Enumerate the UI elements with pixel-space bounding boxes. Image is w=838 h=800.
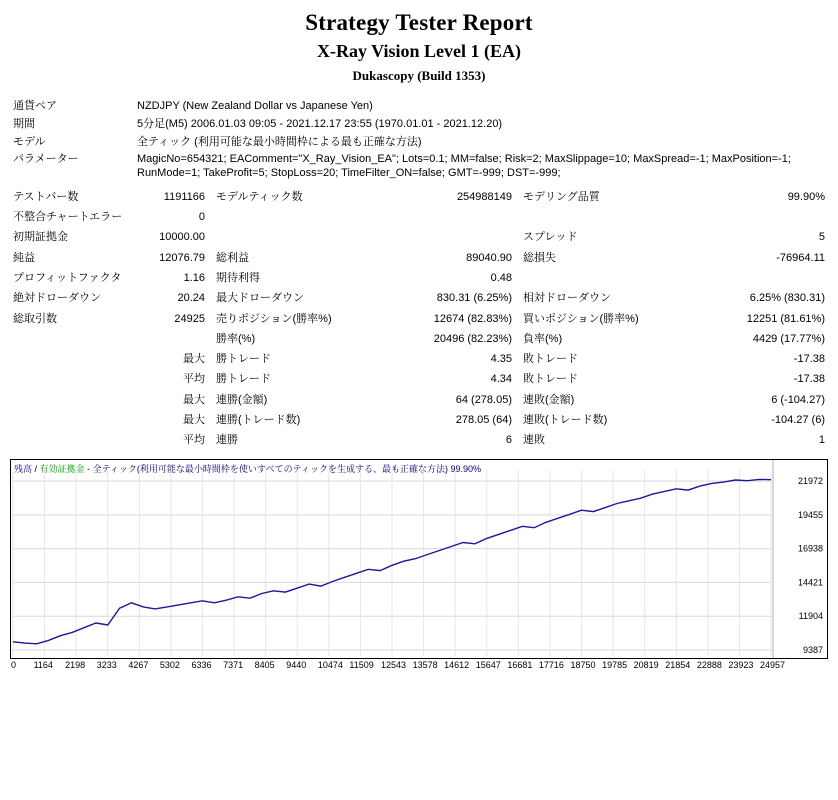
table-row xyxy=(10,430,828,450)
legend-separator-1: / xyxy=(34,463,40,474)
stat-value: 89040.90 xyxy=(466,251,512,264)
stat-label: 不整合チャートエラー xyxy=(13,211,123,224)
table-row xyxy=(10,390,828,410)
stat-value: -17.38 xyxy=(793,353,825,366)
stat-value xyxy=(676,207,828,227)
info-value-model: 全ティック (利用可能な最小時間枠による最も正確な方法) xyxy=(137,135,422,148)
stat-label: 勝トレード xyxy=(216,373,271,386)
chart-canvas xyxy=(11,460,827,658)
stat-label: 連勝(トレード数) xyxy=(216,414,301,427)
x-tick-label: 7371 xyxy=(223,659,244,670)
stat-label: 総損失 xyxy=(523,251,556,264)
legend-quality: 99.90% xyxy=(450,463,482,474)
stat-label: スプレッド xyxy=(523,231,578,244)
stat-label: 初期証拠金 xyxy=(13,231,68,244)
x-tick-label: 14612 xyxy=(444,659,470,670)
svg-text:21972: 21972 xyxy=(797,475,823,486)
stat-value: 5 xyxy=(818,231,825,244)
stat-label: 負率(%) xyxy=(523,332,563,345)
stat-value: 254988149 xyxy=(456,190,512,203)
table-row xyxy=(10,410,828,430)
table-row xyxy=(10,288,828,308)
svg-text:19455: 19455 xyxy=(797,509,823,520)
table-row xyxy=(10,309,828,329)
x-tick-label: 15647 xyxy=(475,659,501,670)
stat-label xyxy=(10,329,134,349)
info-label-model: モデル xyxy=(13,135,46,148)
x-tick-label: 9440 xyxy=(286,659,307,670)
stat-label: モデルティック数 xyxy=(216,190,303,203)
table-row xyxy=(10,134,828,152)
stat-label: モデリング品質 xyxy=(523,190,600,203)
svg-text:14421: 14421 xyxy=(797,577,823,588)
stat-value xyxy=(369,207,515,227)
table-row xyxy=(10,116,828,134)
stat-value: 1191166 xyxy=(163,190,205,203)
info-label-parameters: パラメーター xyxy=(13,153,79,166)
table-row xyxy=(10,349,828,369)
stat-value: 1 xyxy=(818,434,825,447)
stat-value: 12674 (82.83%) xyxy=(433,312,512,325)
stat-label: 連勝(金額) xyxy=(216,393,268,406)
svg-text:9387: 9387 xyxy=(802,644,823,655)
x-tick-label: 0 xyxy=(11,659,17,670)
x-tick-label: 19785 xyxy=(602,659,628,670)
stat-value: 12076.79 xyxy=(159,251,205,264)
stat-label: 相対ドローダウン xyxy=(523,292,611,305)
x-tick-label: 21854 xyxy=(665,659,691,670)
stat-value: 10000.00 xyxy=(159,231,205,244)
stat-label: テストバー数 xyxy=(13,190,79,203)
stat-label: 純益 xyxy=(13,251,35,264)
stat-label xyxy=(208,207,369,227)
table-row xyxy=(10,248,828,268)
table-row xyxy=(10,98,828,116)
stat-label: 期待利得 xyxy=(216,271,260,284)
stat-value: 4429 (17.77%) xyxy=(752,332,825,345)
stat-value: 6 xyxy=(505,434,512,447)
info-label-period: 期間 xyxy=(13,117,35,130)
x-tick-label: 11509 xyxy=(349,659,374,670)
stat-value: 6.25% (830.31) xyxy=(749,292,825,305)
x-tick-label: 1164 xyxy=(33,659,53,670)
x-tick-label: 18750 xyxy=(570,659,596,670)
x-tick-label: 16681 xyxy=(507,659,533,670)
page-title: Strategy Tester Report xyxy=(305,10,533,35)
stat-value xyxy=(369,227,515,247)
svg-text:16938: 16938 xyxy=(797,543,823,554)
stat-value: 最大 xyxy=(183,353,205,366)
table-row xyxy=(10,329,828,349)
x-tick-label: 4267 xyxy=(128,659,149,670)
stat-value: 24925 xyxy=(174,312,205,325)
info-label-symbol: 通貨ペア xyxy=(13,100,57,112)
info-value-symbol: NZDJPY (New Zealand Dollar vs Japanese Yen) xyxy=(137,100,373,112)
stat-value: 0 xyxy=(198,211,205,224)
legend-separator-2: - xyxy=(87,463,93,474)
statistics-table xyxy=(10,187,828,451)
table-row xyxy=(10,151,828,183)
stat-label: 連勝 xyxy=(216,434,238,447)
x-tick-label: 13578 xyxy=(412,659,438,670)
stat-value: 1.16 xyxy=(183,271,205,284)
stat-label: 連敗 xyxy=(523,434,545,447)
stat-label xyxy=(515,268,676,288)
stat-value: 最大 xyxy=(183,393,205,406)
stat-value xyxy=(676,268,828,288)
report-title-block xyxy=(10,0,828,84)
stat-label xyxy=(10,430,134,450)
info-value-parameters: MagicNo=654321; EAComment="X_Ray_Vision_EA"; Lots=0.1; MM=false; Risk=2; MaxSlippage=10; MaxSpread=-1; MaxPosition=-1; RunMode=1; TakeProfit=5; StopLoss=20; TimeFilter_ON=false; GMT=-999; DST=-999; xyxy=(137,153,791,179)
stat-label xyxy=(10,410,134,430)
table-row xyxy=(10,227,828,247)
stat-label xyxy=(208,227,369,247)
stat-value: 4.34 xyxy=(490,373,512,386)
stat-label: 総利益 xyxy=(216,251,249,264)
x-tick-label: 20819 xyxy=(633,659,659,670)
stat-value: 20.24 xyxy=(177,292,205,305)
stat-label: 総取引数 xyxy=(13,312,57,325)
header-info-table xyxy=(10,98,828,183)
x-tick-label: 3233 xyxy=(96,659,117,670)
stat-value: -17.38 xyxy=(793,373,825,386)
stat-value: 20496 (82.23%) xyxy=(433,332,512,345)
x-tick-label: 5302 xyxy=(159,659,180,670)
stat-label: 絶対ドローダウン xyxy=(13,292,101,305)
x-tick-label: 2198 xyxy=(65,659,86,670)
x-tick-label: 12543 xyxy=(381,659,407,670)
table-row xyxy=(10,369,828,389)
stat-value: 0.48 xyxy=(490,271,512,284)
broker-build: Dukascopy (Build 1353) xyxy=(352,68,486,83)
stat-label: プロフィットファクタ xyxy=(13,271,122,284)
info-value-period: 5分足(M5) 2006.01.03 09:05 - 2021.12.17 23:55 (1970.01.01 - 2021.12.20) xyxy=(137,117,503,130)
svg-text:11904: 11904 xyxy=(798,610,823,621)
stat-value xyxy=(134,329,208,349)
legend-equity: 有効証拠金 xyxy=(39,463,85,474)
stat-label: 勝率(%) xyxy=(216,332,256,345)
table-row xyxy=(10,268,828,288)
chart-x-axis xyxy=(10,660,828,674)
x-tick-label: 8405 xyxy=(254,659,275,670)
stat-label: 敗トレード xyxy=(523,373,578,386)
x-tick-label: 10474 xyxy=(317,659,343,670)
stat-value: 64 (278.05) xyxy=(455,393,512,406)
stat-label: 連敗(トレード数) xyxy=(523,414,608,427)
stat-value: -104.27 (6) xyxy=(771,414,825,427)
legend-model: 全ティック(利用可能な最小時間枠を使いすべてのティックを生成する、最も正確な方法) xyxy=(92,463,448,474)
stat-label xyxy=(515,207,676,227)
stat-label: 買いポジション(勝率%) xyxy=(523,312,639,325)
stat-value: 12251 (81.61%) xyxy=(746,312,825,325)
stat-label xyxy=(10,349,134,369)
x-tick-label: 22888 xyxy=(696,659,722,670)
stat-value: 4.35 xyxy=(490,353,512,366)
table-row xyxy=(10,207,828,227)
x-tick-label: 24957 xyxy=(760,659,786,670)
table-row xyxy=(10,187,828,207)
stat-label: 敗トレード xyxy=(523,353,578,366)
stat-label: 最大ドローダウン xyxy=(216,292,304,305)
equity-chart xyxy=(10,459,828,659)
stat-value: -76964.11 xyxy=(776,251,825,264)
stat-value: 6 (-104.27) xyxy=(771,393,825,406)
stat-label xyxy=(10,369,134,389)
x-tick-label: 23923 xyxy=(728,659,754,670)
stat-label xyxy=(10,390,134,410)
stat-label: 売りポジション(勝率%) xyxy=(216,312,332,325)
x-tick-label: 6336 xyxy=(191,659,212,670)
stat-value: 最大 xyxy=(183,414,205,427)
stat-label: 勝トレード xyxy=(216,353,271,366)
stat-value: 278.05 (64) xyxy=(455,414,512,427)
strategy-name: X-Ray Vision Level 1 (EA) xyxy=(317,41,521,61)
stat-value: 99.90% xyxy=(787,190,825,203)
stat-value: 平均 xyxy=(183,373,205,386)
stat-value: 平均 xyxy=(183,434,205,447)
legend-balance: 残高 xyxy=(14,463,33,474)
stat-value: 830.31 (6.25%) xyxy=(436,292,512,305)
x-tick-label: 17716 xyxy=(538,659,564,670)
stat-label: 連敗(金額) xyxy=(523,393,575,406)
